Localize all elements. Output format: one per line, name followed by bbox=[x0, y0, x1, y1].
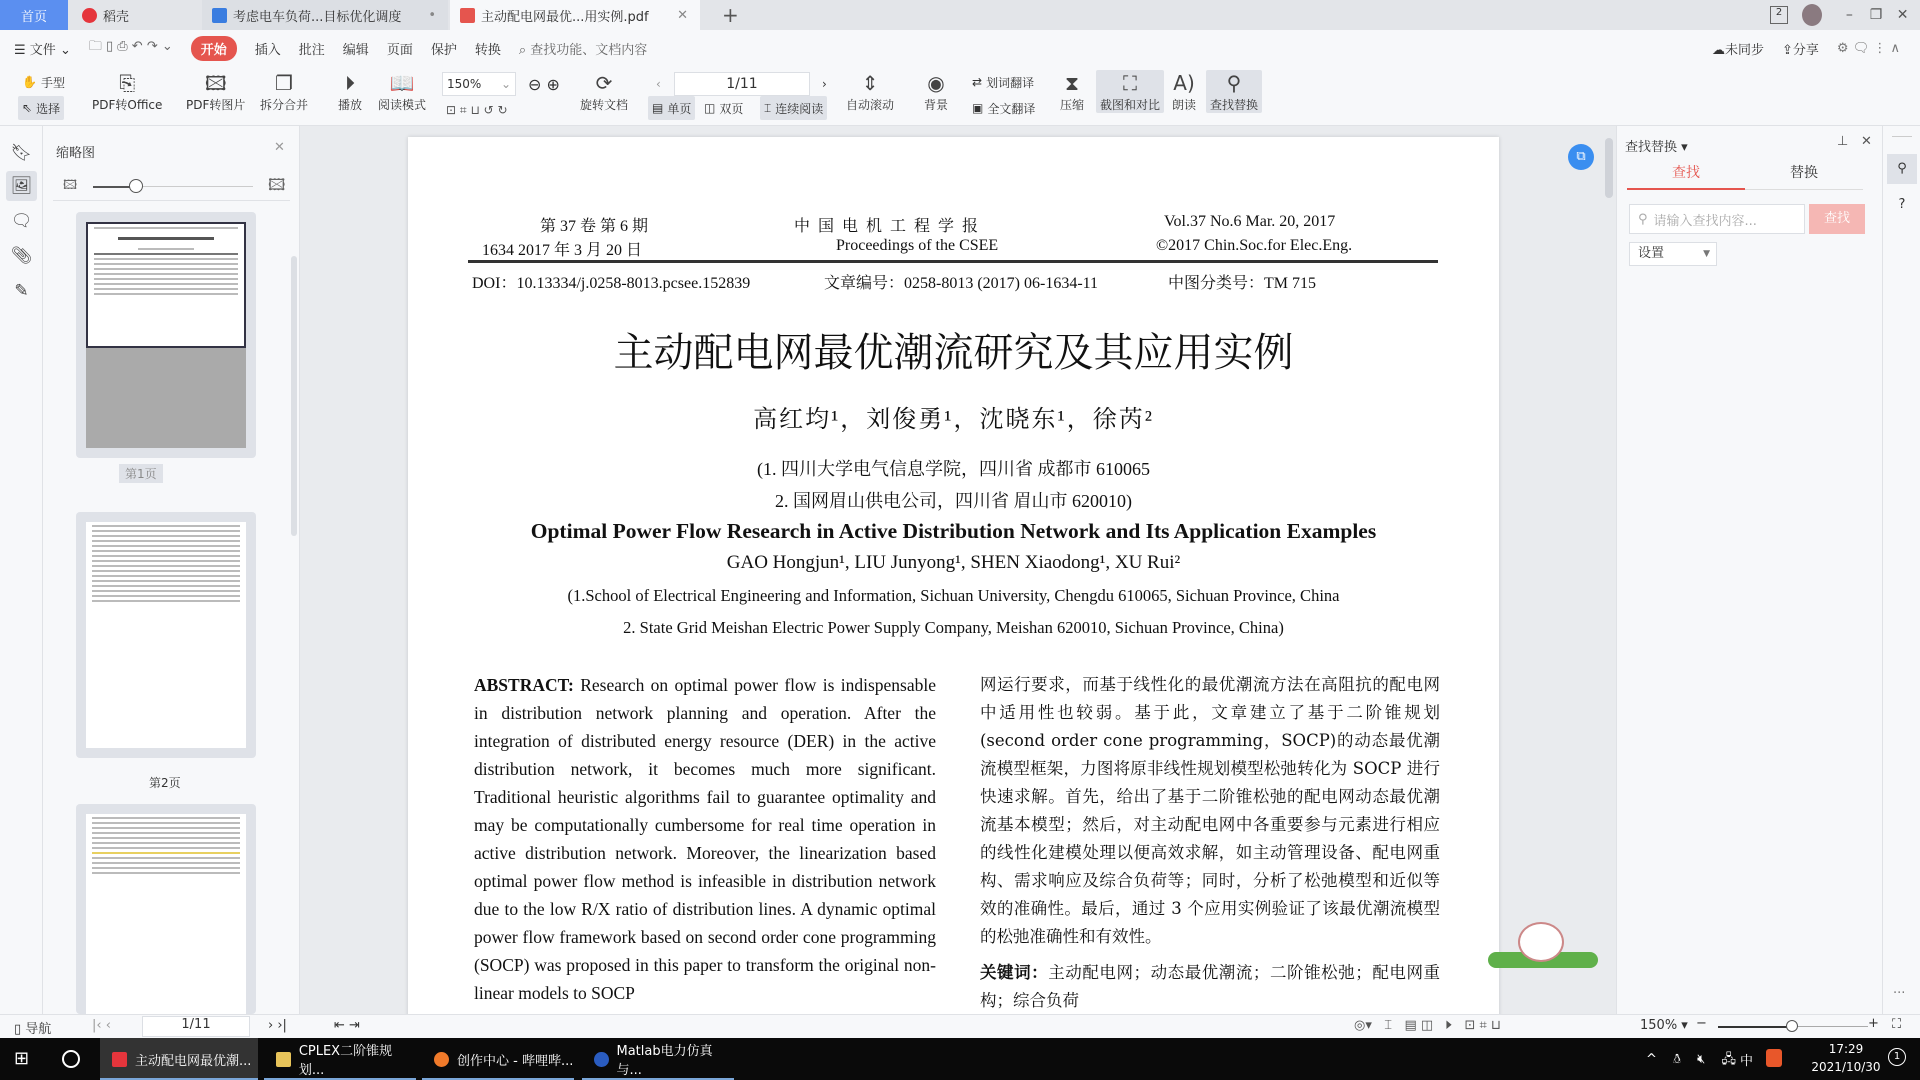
status-zoom[interactable]: 150% ▾ bbox=[1640, 1018, 1688, 1033]
first-prev-page-buttons[interactable]: |‹ ‹ bbox=[92, 1018, 111, 1033]
close-panel-icon[interactable]: ✕ bbox=[1861, 134, 1872, 149]
minimize-icon[interactable]: – bbox=[1845, 7, 1853, 23]
taskbar bbox=[0, 1038, 1920, 1080]
window-count-icon[interactable]: 2 bbox=[1770, 6, 1788, 24]
abstract-label: ABSTRACT: bbox=[474, 675, 574, 695]
abstract-en: ABSTRACT: Research on optimal power flow is indispensable in distribution network planning and operation. After the integration of distributed energy resource (DER) in the active distribution network, it becomes much more significant. Traditional heuristic algorithms fail to guarantee optimality and may be computationally cumbersome for real time operation in active distribution network. Moreover, the linearization based optimal power flow method is infeasible in distribution network due to the low R/X ratio of distribution lines. A dynamic optimal power flow framework based on second order cone programming (SOCP) was proposed in this paper to transform the original non-linear models to SOCP bbox=[474, 675, 937, 1003]
next-page-button[interactable]: › bbox=[822, 77, 827, 91]
journal-vol-en: Vol.37 No.6 Mar. 20, 2017 bbox=[1164, 213, 1336, 230]
pdf-to-office-button[interactable]: ⎘ PDF转Office bbox=[92, 71, 163, 112]
menu-insert[interactable]: 插入 bbox=[254, 42, 281, 58]
rotate-document-button[interactable]: ⟳ 旋转文档 bbox=[580, 71, 629, 112]
title-en: Optimal Power Flow Research in Active Distribution Network and Its Application Examples bbox=[530, 519, 1377, 543]
file-menu[interactable]: ☰ 文件 ⌄ bbox=[14, 42, 71, 58]
search-icon: ⚲ bbox=[1638, 211, 1648, 227]
journal-name-cn: 中 国 电 机 工 程 学 报 bbox=[794, 218, 981, 235]
keywords: 关键词：主动配电网；动态最优潮流；二阶锥松弛；配电网重构；综合负荷 bbox=[980, 963, 1441, 1010]
split-merge-button[interactable]: ❐ 拆分合并 bbox=[260, 71, 309, 112]
zoom-select[interactable]: 150% ⌄ bbox=[442, 72, 516, 96]
menu-edit[interactable]: 编辑 bbox=[342, 42, 369, 58]
journal-volume: 第 37 卷 第 6 期 bbox=[540, 218, 649, 235]
header-rule bbox=[468, 260, 1438, 263]
close-panel-icon[interactable]: ✕ bbox=[274, 140, 285, 155]
page-number-input[interactable]: 1/11 bbox=[674, 72, 810, 96]
tab-docer[interactable]: 稻壳 bbox=[72, 0, 200, 30]
signature-icon[interactable]: ✎ bbox=[14, 281, 29, 301]
panel-title: 缩略图 bbox=[56, 146, 96, 161]
tab-pdf-doc[interactable]: 主动配电网最优...用实例.pdf ✕ bbox=[450, 0, 700, 30]
affiliation-en-1: (1.School of Electrical Engineering and Information, Sichuan University, Chengdu 610065, Sichuan Province, China bbox=[567, 586, 1340, 605]
menu-start[interactable]: 开始 bbox=[191, 36, 237, 61]
journal-date: 1634 2017 年 3 月 20 日 bbox=[482, 242, 643, 259]
search-icon: ⌕ bbox=[518, 42, 527, 58]
sync-button[interactable]: ☁未同步 bbox=[1711, 42, 1764, 58]
next-last-page-buttons[interactable]: › ›| bbox=[268, 1018, 287, 1033]
word-translate-button[interactable]: ⇄ 划词翻译 bbox=[972, 75, 1035, 90]
affiliation-en-2: 2. State Grid Meishan Electric Power Supply Company, Meishan 620010, Sichuan Province, China) bbox=[623, 618, 1284, 637]
thumbnail-page-3[interactable] bbox=[76, 804, 256, 1014]
single-page-button[interactable]: ▤ 单页 bbox=[648, 96, 695, 120]
close-tab-icon[interactable]: ✕ bbox=[677, 7, 688, 23]
right-sidebar bbox=[1882, 126, 1920, 1014]
avatar[interactable] bbox=[1802, 4, 1822, 26]
share-button[interactable]: ⇪分享 bbox=[1782, 42, 1819, 58]
affiliation-cn-2: 2. 国网眉山供电公司，四川省 眉山市 620010) bbox=[775, 491, 1132, 511]
find-replace-button[interactable]: ⚲ 查找替换 bbox=[1206, 70, 1262, 113]
new-tab-button[interactable]: + bbox=[722, 3, 739, 27]
ribbon-toolbar bbox=[0, 66, 1920, 126]
find-icon[interactable]: ⚲ bbox=[1887, 154, 1917, 184]
clock-date[interactable]: 2021/10/30 bbox=[1811, 1060, 1881, 1074]
fullscreen-icon[interactable]: ⛶ bbox=[1892, 1017, 1902, 1032]
read-mode-button[interactable]: 📖 阅读模式 bbox=[378, 71, 427, 112]
find-replace-panel bbox=[1616, 126, 1882, 1014]
tab-bar bbox=[0, 0, 1920, 30]
book-icon: 📖 bbox=[389, 71, 415, 95]
float-tool-icon[interactable]: ⧉ bbox=[1568, 144, 1594, 170]
copyright: ©2017 Chin.Soc.for Elec.Eng. bbox=[1156, 237, 1353, 254]
tab-find[interactable]: 查找 bbox=[1627, 156, 1745, 190]
notification-icon[interactable]: 1 bbox=[1888, 1048, 1906, 1066]
close-window-icon[interactable]: ✕ bbox=[1896, 7, 1909, 23]
page-label: 第1页 bbox=[119, 464, 163, 483]
menu-convert[interactable]: 转换 bbox=[474, 42, 501, 58]
ime-indicator[interactable]: 中 bbox=[1740, 1054, 1754, 1069]
system-tray[interactable]: ^ 🐧︎ 🔇︎ 🖧︎ bbox=[1646, 1052, 1742, 1067]
tab-word-doc[interactable]: 考虑电车负荷...目标优化调度 • bbox=[202, 0, 448, 30]
find-button[interactable]: 查找 bbox=[1809, 204, 1865, 234]
status-bar bbox=[0, 1014, 1920, 1038]
word-file-icon bbox=[212, 8, 227, 23]
authors-cn: 高红均¹，刘俊勇¹，沈晓东¹，徐芮² bbox=[753, 407, 1154, 433]
windows-start-icon[interactable]: ⊞ bbox=[14, 1048, 30, 1069]
thumbnail-page-1[interactable] bbox=[76, 212, 256, 458]
matlab-icon bbox=[594, 1052, 609, 1067]
document-scrollbar[interactable] bbox=[1605, 138, 1613, 198]
taskbar-item-folder[interactable]: CPLEX二阶锥规划... bbox=[264, 1038, 416, 1080]
attachment-icon[interactable]: 📎︎ bbox=[10, 246, 33, 266]
bookmark-icon[interactable]: 🔖︎ bbox=[10, 143, 33, 163]
pdf-file-icon bbox=[460, 8, 475, 23]
back-forward-buttons[interactable]: ⇤ ⇥ bbox=[334, 1018, 360, 1033]
fit-rotate-buttons[interactable]: ⊡ ⌗ ⊔ ↺ ↻ bbox=[446, 102, 508, 117]
doi: DOI：10.13334/j.0258-8013.pcsee.152839 bbox=[472, 275, 751, 292]
taskbar-item-wps[interactable]: 主动配电网最优潮... bbox=[100, 1038, 258, 1080]
settings-dropdown[interactable]: 设置 ▼ bbox=[1629, 242, 1717, 266]
settings-icons[interactable]: ⚙ 🗨 ⋮ ∧ bbox=[1836, 40, 1900, 56]
select-tool[interactable]: ⇖ 选择 bbox=[18, 96, 64, 120]
scroll-icon: ⇕ bbox=[861, 71, 879, 95]
hand-tool[interactable]: ✋ 手型 bbox=[22, 75, 65, 90]
taskbar-item-firefox[interactable]: 创作中心 - 哔哩哔... bbox=[422, 1038, 574, 1080]
folder-icon bbox=[276, 1052, 291, 1067]
eye-icon: ◉ bbox=[927, 71, 945, 95]
mascot-sticker bbox=[1478, 916, 1608, 976]
chevron-down-icon: ▼ bbox=[1703, 249, 1710, 259]
zoom-slider-handle[interactable] bbox=[1786, 1020, 1798, 1032]
panel-title[interactable]: 查找替换 ▾ bbox=[1625, 140, 1688, 155]
double-page-button[interactable]: ◫ 双页 bbox=[704, 101, 744, 116]
small-thumb-icon[interactable]: 🖾 bbox=[63, 178, 78, 193]
help-icon[interactable]: ? bbox=[1898, 197, 1906, 212]
continuous-read-button[interactable]: ⌶ 连续阅读 bbox=[760, 96, 827, 120]
window-controls bbox=[1836, 0, 1916, 30]
image-icon: 🖾 bbox=[204, 71, 227, 95]
feature-search[interactable]: ⌕ 查找功能、文档内容 bbox=[518, 42, 648, 58]
document-viewer bbox=[300, 126, 1616, 1014]
view-mode-buttons[interactable]: ◎▾ ⌶ ▤ ◫ ⏵ ⊡ ⌗ ⊔ bbox=[1354, 1018, 1502, 1033]
compress-icon: ⧗ bbox=[1064, 71, 1080, 95]
page-label: 第2页 bbox=[149, 776, 181, 790]
menu-page[interactable]: 页面 bbox=[386, 42, 413, 58]
status-page-input[interactable]: 1/11 bbox=[142, 1016, 250, 1037]
screenshot-compare-button[interactable]: ⛶ 截图和对比 bbox=[1096, 70, 1164, 113]
left-sidebar bbox=[0, 126, 43, 1014]
play-icon: ⏵ bbox=[345, 71, 355, 95]
article-number: 文章编号：0258-8013 (2017) 06-1634-11 bbox=[824, 275, 1099, 292]
cortana-icon[interactable] bbox=[62, 1050, 80, 1068]
play-button[interactable]: ⏵ 播放 bbox=[338, 71, 363, 112]
pdf-to-image-button[interactable]: 🖾 PDF转图片 bbox=[186, 71, 246, 112]
wps-icon bbox=[112, 1052, 127, 1067]
comment-icon[interactable]: 🗨 bbox=[10, 211, 33, 231]
convert-icon: ⎘ bbox=[119, 71, 136, 95]
affiliation-cn-1: (1. 四川大学电气信息学院，四川省 成都市 610065 bbox=[757, 459, 1150, 479]
cursor-icon: ⇖ bbox=[22, 101, 33, 115]
slider-handle[interactable] bbox=[129, 179, 143, 193]
abstract-cn: 网运行要求，而基于线性化的最优潮流方法在高阻抗的配电网中适用性也较弱。基于此，文章建立了基于二阶锥规划(second order cone programming，SOCP)的动态最优潮流模型框架，力图将原非线性规划模型松弛转化为 SOCP 进行快速求解。首先，给出了基于二阶锥松弛的配电网动态最优潮流基本模型；然后，对主动配电网中各重要参与元素进行相应的线性化建模处理以便高效求解，如主动管理设备、配电网重构、需求响应及综合负荷等；同时，分析了松弛模型和近似等效的准确性。最后，通过 3 个应用实例验证了该最优潮流模型的松弛准确性和有效性。 bbox=[980, 675, 1440, 946]
tab-dot-icon: • bbox=[428, 7, 436, 23]
sogou-icon[interactable] bbox=[1766, 1049, 1782, 1067]
speaker-icon: A) bbox=[1173, 71, 1195, 95]
find-input[interactable]: ⚲ 请输入查找内容... bbox=[1629, 204, 1805, 234]
docer-icon bbox=[82, 8, 97, 23]
zoom-in-button[interactable]: + bbox=[1868, 1016, 1879, 1031]
menu-bar bbox=[0, 30, 1920, 66]
auto-scroll-button[interactable]: ⇕ 自动滚动 bbox=[846, 71, 895, 112]
thumbnail-icon[interactable]: 🖼︎ bbox=[6, 171, 37, 201]
pdf-page bbox=[408, 137, 1499, 1014]
classification: 中图分类号：TM 715 bbox=[1168, 275, 1317, 292]
menu-annotate[interactable]: 批注 bbox=[298, 42, 325, 58]
firefox-icon bbox=[434, 1052, 449, 1067]
title-cn: 主动配电网最优潮流研究及其应用实例 bbox=[613, 330, 1294, 376]
magnifier-icon: ⚲ bbox=[1226, 71, 1242, 95]
thumbnail-page-2[interactable] bbox=[76, 512, 256, 758]
zoom-buttons[interactable]: ⊖ ⊕ bbox=[528, 74, 560, 94]
authors-en: GAO Hongjun¹, LIU Junyong¹, SHEN Xiaodong¹, XU Rui² bbox=[726, 552, 1181, 573]
prev-page-button[interactable]: ‹ bbox=[656, 77, 661, 91]
thumbnail-panel bbox=[43, 126, 300, 1014]
journal-name-en: Proceedings of the CSEE bbox=[836, 237, 999, 254]
split-icon: ❐ bbox=[275, 71, 293, 95]
menu-protect[interactable]: 保护 bbox=[430, 42, 457, 58]
rotate-icon: ⟳ bbox=[595, 71, 613, 95]
full-translate-button[interactable]: ▣ 全文翻译 bbox=[972, 101, 1036, 116]
nav-toggle[interactable]: ▯ 导航 bbox=[14, 1022, 52, 1037]
taskbar-item-matlab[interactable]: Matlab电力仿真与... bbox=[582, 1038, 734, 1080]
zoom-out-button[interactable]: − bbox=[1696, 1016, 1707, 1031]
tab-replace[interactable]: 替换 bbox=[1745, 156, 1863, 190]
tab-home[interactable]: 首页 bbox=[0, 0, 68, 30]
thumbnail-scrollbar[interactable] bbox=[291, 256, 297, 536]
hand-icon: ✋ bbox=[22, 75, 37, 89]
quick-access-icons[interactable]: 🗀 ▯ ⎙ ↶ ↷ ⌄ bbox=[88, 39, 173, 54]
pin-icon[interactable]: ⊥ bbox=[1837, 134, 1849, 149]
restore-icon[interactable]: ❐ bbox=[1869, 7, 1883, 23]
chevron-down-icon: ⌄ bbox=[500, 77, 511, 91]
clock-time[interactable]: 17:29 bbox=[1828, 1042, 1864, 1056]
background-button[interactable]: ◉ 背景 bbox=[924, 71, 949, 112]
compress-button[interactable]: ⧗ 压缩 bbox=[1060, 71, 1085, 112]
more-icon[interactable]: ··· bbox=[1893, 986, 1906, 1001]
screenshot-icon: ⛶ bbox=[1123, 71, 1137, 95]
read-aloud-button[interactable]: A) 朗读 bbox=[1172, 71, 1197, 112]
large-thumb-icon[interactable]: 🖾 bbox=[268, 175, 286, 194]
